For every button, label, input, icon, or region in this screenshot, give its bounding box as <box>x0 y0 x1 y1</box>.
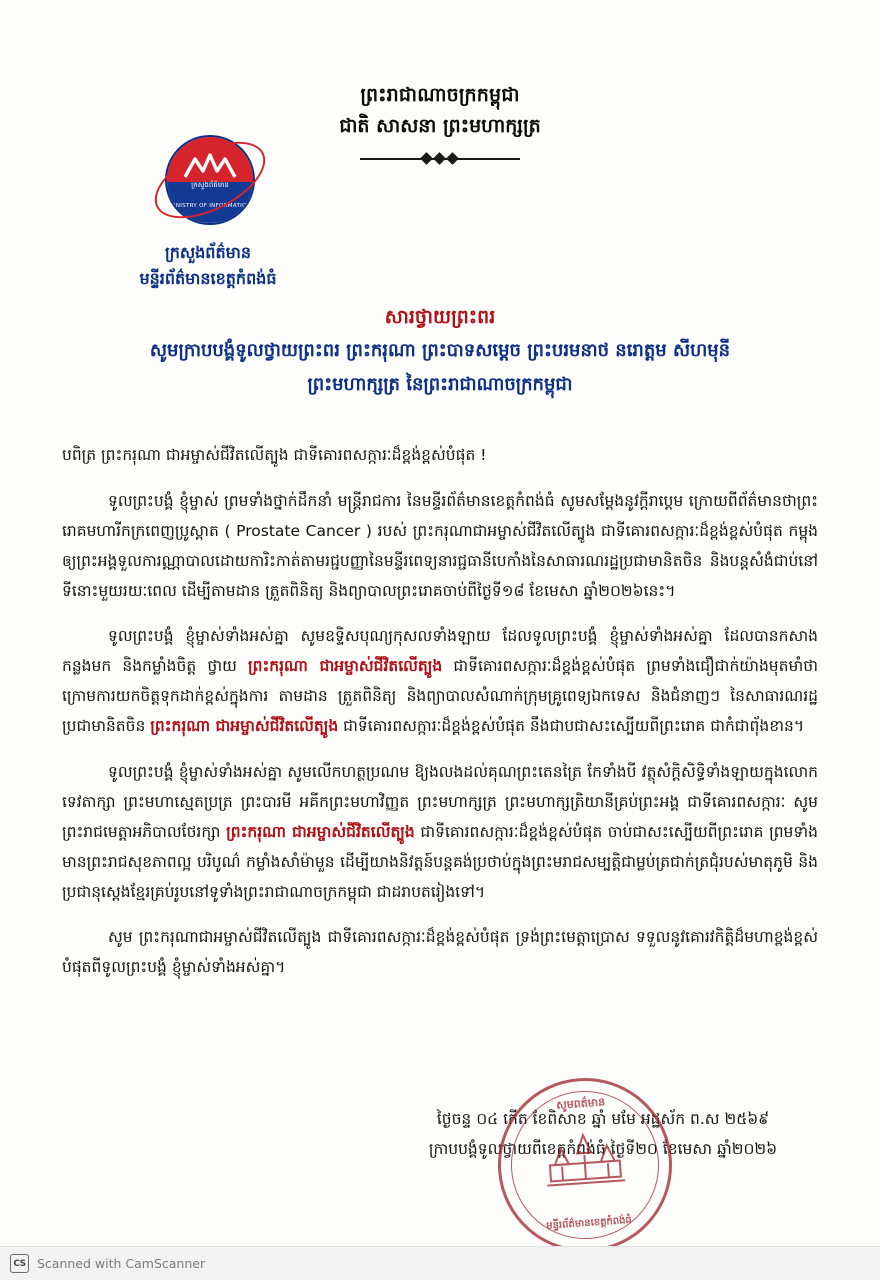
document-title-block <box>60 300 820 402</box>
camscanner-badge-icon: CS <box>10 1254 29 1273</box>
camscanner-watermark-text: Scanned with CamScanner <box>37 1256 206 1271</box>
ornamental-divider <box>360 152 520 166</box>
ministry-emblem-icon <box>148 132 268 232</box>
honorific-highlight: ព្រះករុណា ជាអម្ចាស់ជីវិតលើត្បូង <box>226 822 415 841</box>
document-body <box>62 440 818 996</box>
emblem-english-label: MINISTRY OF INFORMATION <box>168 203 252 209</box>
honorific-highlight: ព្រះករុណា ជាអម្ចាស់ជីវិតលើត្បូង <box>150 717 339 735</box>
document-title-line-2: ព្រះមហាក្សត្រ នៃព្រះរាជាណាចក្រកម្ពុជា <box>307 374 573 395</box>
body-paragraph-1: ទូលព្រះបង្គំ ខ្ញុំម្ចាស់ ព្រមទាំងថ្នាក់ដឹកនាំ មន្ត្រីរាជការ នៃមន្ទីរព័ត៌មានខេត្តកំពង់ធំ សូមសម្តែងនូវក្តីរាប្តេម ក្រោយពីព័ត៌មានថាព្រះរោគមហារីកក្រពេញប្រូស្តាត ( Prostate Cancer ) របស់ ព្រះករុណាជាអម្ចាស់ជីវិតលើត្បូង ជាទីគោរពសក្ការៈដ៏ខ្ពង់ខ្ពស់បំផុត កម្ពុងឲ្យព្រះអង្គទួលការណ្ណាបាលដោយការិះកាត់តាមរជ្ជបញ្ញានៃមន្ទីរពេទ្យនារជ្ជធានីបេកាំងនៃសាធារណរដ្ឋប្រជាមានិតចិន និងបន្តសំងំជាប់នៅទីនោះមួយរយៈពេល ដើម្បីតាមដាន ត្រួតពិនិត្យ និងព្យាបាលព្រះរោគចាប់ពីថ្ងៃទី១៨ ខែមេសា ឆ្នាំ២០២៦នេះ។ <box>62 491 818 600</box>
buddhist-date-line: ថ្ងៃចន្ទ ០៤ កើត ខែពិសាខ ឆ្នាំ មមែ អដ្ឋស័ក ព.ស ២៥៦៩ <box>436 1110 770 1128</box>
stamp-top-label: សូមពត៌មាន <box>555 1095 606 1112</box>
body-paragraph-2: ទូលព្រះបង្គំ ខ្ញុំម្ចាស់ទាំងអស់គ្នា សូមឧទ្ទិសបុណ្យកុសលទាំងឡាយ ដែលទូលព្រះបង្គំ ខ្ញុំម្ចាស់ទាំងអស់គ្នា ដែលបានកសាងកន្លងមក និងកម្លាំងចិត្ត ថ្វាយ ព្រះករុណា ជាអម្ចាស់ជីវិតលើត្បូង ជាទីគោរពសក្ការៈដ៏ខ្ពង់ខ្ពស់បំផុត ព្រមទាំងជឿជាក់យ៉ាងមុតមាំថា ក្រោមការយកចិត្តទុកដាក់ខ្ពស់ក្នុងការ តាមដាន ត្រួតពិនិត្យ និងព្យាបាលសំណាក់ក្រុមគ្រូពេទ្យឯកទេស និងជំនាញៗ នៃសាធារណរដ្ឋប្រជាមានិតចិន ព្រះករុណា ជាអម្ចាស់ជីវិតលើត្បូង ជាទីគោរពសក្ការៈដ៏ខ្ពង់ខ្ពស់បំផុត នឹងជាបជាសះស្បើយពីព្រះរោគ ជាកំជាព័ុងខាន។ <box>62 627 818 735</box>
temple-icon <box>540 1130 630 1194</box>
salutation-text: បពិត្រ ព្រះករុណា ជាអម្ចាស់ជីវិតលើត្បូង ជាទីគោរពសក្ការៈដ៏ខ្ពង់ខ្ពស់បំផុត ! <box>62 446 487 464</box>
kingdom-motto-line: ជាតិ សាសនា ព្រះមហាក្សត្រ <box>339 115 541 137</box>
kingdom-title-line-1: ព្រះរាជាណាចក្រកម្ពុជា <box>360 84 520 106</box>
document-type-label: សារថ្វាយព្រះពរ <box>384 306 496 328</box>
official-stamp <box>492 1072 678 1258</box>
document-title-line-1: សូមក្រាបបង្គំទូលថ្វាយព្រះពរ ព្រះករុណា ព្រះបាទសម្តេច ព្រះបរមនាថ នរោត្តម សីហមុនី <box>149 340 731 361</box>
body-paragraph-3: ទូលព្រះបង្គំ ខ្ញុំម្ចាស់ទាំងអស់គ្នា សូមលើកហត្ថប្រណម ឱ្យងលងដល់គុណព្រះតេនត្រៃ កែទាំងបី វត្ថុសំក្តិសិទ្ធិទាំងឡាយក្នុងលោក ទេវតាក្សា ព្រះមហាស្មេតប្រត្រ ព្រះបារមី អគីកព្រះមហាវិញ្ញត ព្រះមហាក្សត្រ ព្រះមហាក្សត្រិយានីគ្រប់ព្រះអង្គ ជាទីគោរពសក្ការៈ សូមព្រះរាជមេត្តាអភិបាលថែរក្សា ព្រះករុណា ជាអម្ចាស់ជីវិតលើត្បូង ជាទីគោរពសក្ការៈដ៏ខ្ពង់ខ្ពស់បំផុត ចាប់ជាសះស្បើយពីព្រះរោគ ព្រមទាំងមានព្រះរាជសុខភាពល្អ បរិបូណ៌ កម្លាំងសាំម៉ាមួន ដើម្បីយាងនិវត្តន៍បន្តគង់ប្រថាប់ក្នុងព្រះមរាជសម្បត្តិជាម្លប់ត្រជាក់ត្រជុំរបស់មាតុភូមិ និងប្រជានុស្តេងខ្មែរគ្រប់រូបនៅទូទាំងព្រះរាជាណាចក្រកម្ពុជា ជាដរាបតរៀងទៅ។ <box>62 762 818 901</box>
ministry-name: ក្រសួងព័ត៌មាន <box>164 243 251 262</box>
emblem-khmer-label: ក្រសួងព័ត៌មាន <box>191 181 229 189</box>
camscanner-watermark-bar <box>0 1246 880 1280</box>
provincial-office-name: មន្ទីរព័ត៌មានខេត្តកំពង់ធំ <box>139 269 277 288</box>
honorific-highlight: ព្រះករុណា ជាអម្ចាស់ជីវិតលើត្បូង <box>248 657 443 675</box>
body-paragraph-4: សូម ព្រះករុណាជាអម្ចាស់ជីវិតលើត្បូង ជាទីគោរពសក្ការៈដ៏ខ្ពង់ខ្ពស់បំផុត ទ្រង់ព្រះមេត្តាប្រោស ទទួលនូវគោរវកិត្តិដ៏មហាខ្ពង់ខ្ពស់បំផុតពីទូលព្រះបង្គំ ខ្ញុំម្ចាស់ទាំងអស់គ្នា។ <box>62 928 818 976</box>
gregorian-date-line: ក្រាបបង្គំទូលថ្វាយពីខេត្តកំពង់ធំ ថ្ងៃទី២០ ខែមេសា ឆ្នាំ២០២៦ <box>428 1140 778 1158</box>
ministry-logo-block <box>118 132 298 292</box>
stamp-bottom-label: មន្ទីរព័ត៌មានខេត្តកំពង់ធំ <box>545 1214 633 1232</box>
